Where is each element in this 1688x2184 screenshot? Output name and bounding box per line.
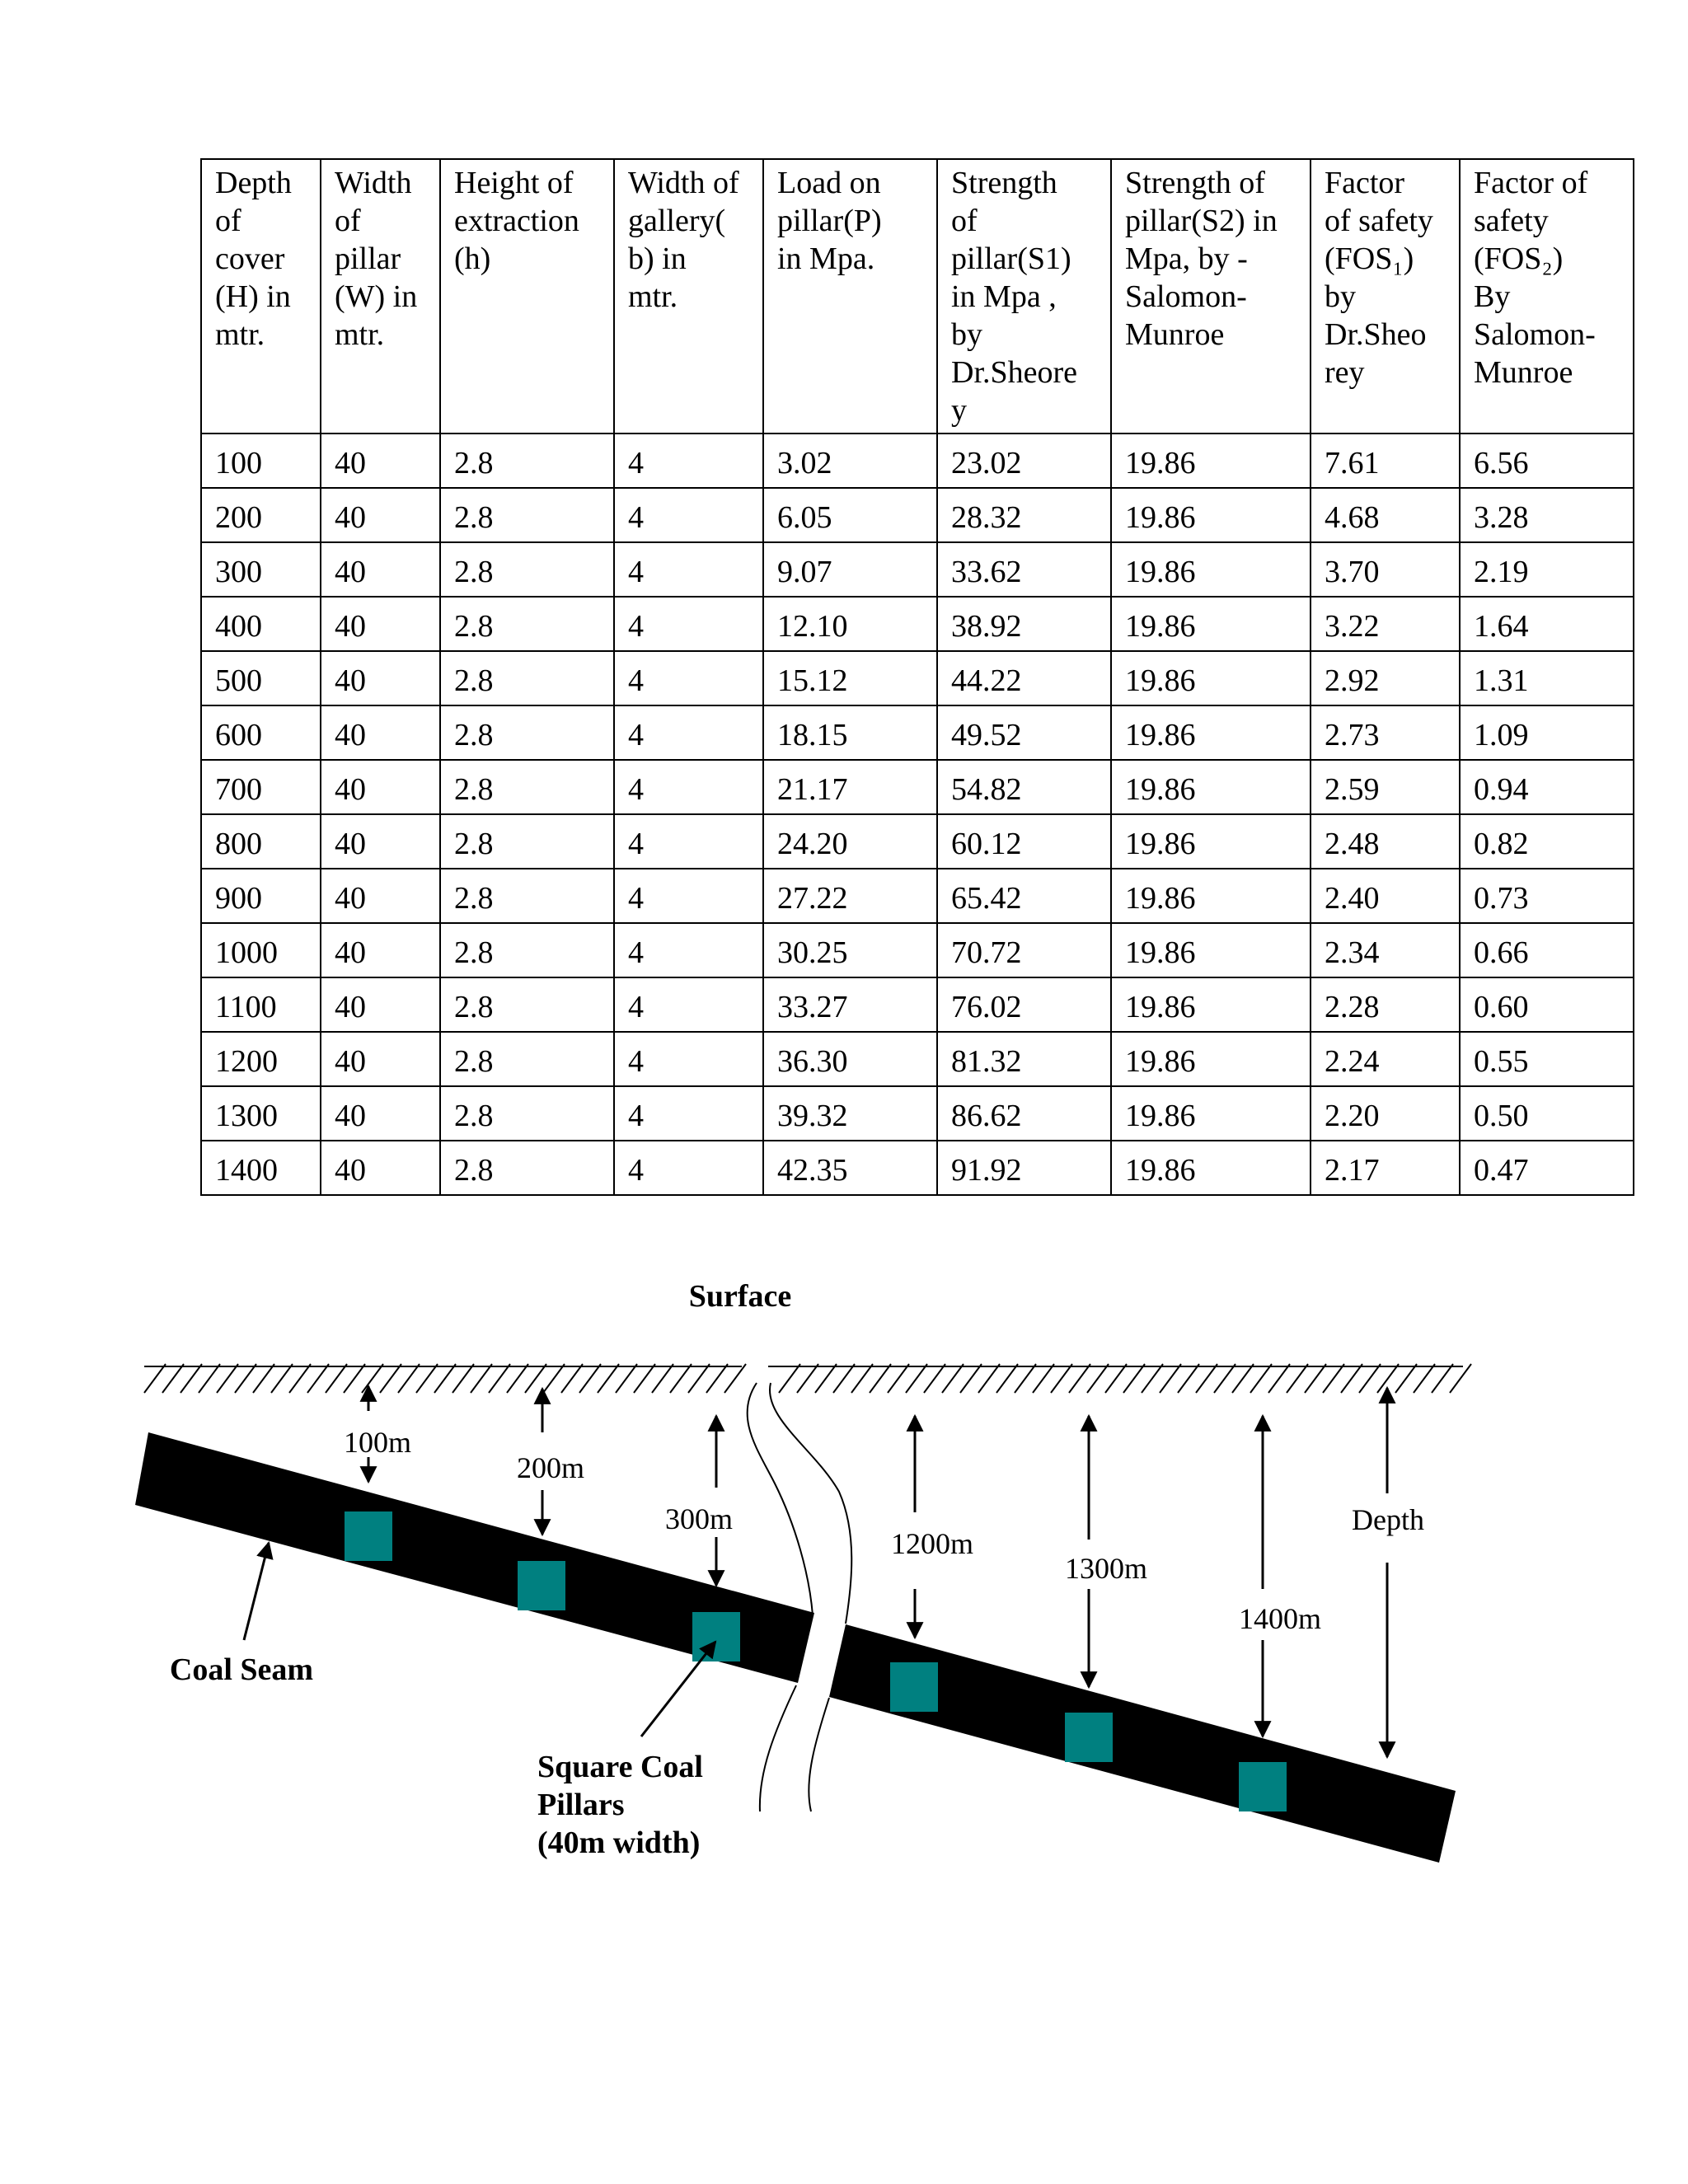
table-cell: 1000 [201,923,321,977]
table-cell: 86.62 [937,1086,1111,1141]
column-header [763,159,937,434]
hatch-stroke [1268,1364,1290,1393]
hatch-stroke [815,1364,837,1393]
break-line-left [748,1383,813,1811]
hatch-stroke [1359,1364,1381,1393]
hatch-stroke [326,1364,347,1393]
table-cell: 4 [614,814,763,869]
table-cell: 3.70 [1311,542,1460,597]
table-cell: 19.86 [1111,869,1311,923]
hatch-stroke [616,1364,637,1393]
table-cell: 1.09 [1460,705,1634,760]
table-cell: 6.56 [1460,434,1634,488]
hatch-stroke [1105,1364,1127,1393]
table-cell: 19.86 [1111,1086,1311,1141]
column-header-line: pillar(S1) [951,241,1071,276]
hatch-stroke [888,1364,909,1393]
hatch-stroke [688,1364,710,1393]
table-cell: 300 [201,542,321,597]
table-cell: 19.86 [1111,814,1311,869]
table-cell: 40 [321,869,440,923]
table-cell: 600 [201,705,321,760]
table-cell: 19.86 [1111,651,1311,705]
column-header-line: Munroe [1474,355,1573,390]
hatch-stroke [543,1364,565,1393]
table-cell: 15.12 [763,651,937,705]
table-cell: 40 [321,1032,440,1086]
table-cell: 2.17 [1311,1141,1460,1195]
table-cell: 36.30 [763,1032,937,1086]
table-cell: 4 [614,434,763,488]
table-cell: 1200 [201,1032,321,1086]
column-header-line: Dr.Sheo [1325,317,1427,352]
hatch-stroke [398,1364,420,1393]
column-header-line: Load on [777,166,881,200]
column-header-line: (W) in [335,279,418,314]
table-cell: 200 [201,488,321,542]
column-header-line: mtr. [215,317,265,352]
hatch-stroke [144,1364,166,1393]
table-cell: 30.25 [763,923,937,977]
hatch-stroke [1142,1364,1163,1393]
table-cell: 2.28 [1311,977,1460,1032]
table-row [201,1032,1634,1086]
column-header [1311,159,1460,434]
hatch-stroke [199,1364,220,1393]
table-cell: 39.32 [763,1086,937,1141]
coal-seam-right [829,1624,1456,1863]
table-cell: 2.8 [440,542,614,597]
table-cell: 2.8 [440,923,614,977]
table-cell: 4 [614,651,763,705]
pillars-label-line: Pillars [537,1788,625,1822]
table-cell: 0.47 [1460,1141,1634,1195]
table-cell: 1100 [201,977,321,1032]
table-cell: 4 [614,597,763,651]
table-cell: 2.8 [440,869,614,923]
table-cell: 3.28 [1460,488,1634,542]
column-header-line: Munroe [1125,317,1225,352]
column-header [321,159,440,434]
table-cell: 2.8 [440,488,614,542]
pillars-pointer [641,1642,715,1736]
table-cell: 33.27 [763,977,937,1032]
hatch-stroke [1323,1364,1344,1393]
table-row [201,1141,1634,1195]
table-cell: 2.8 [440,1141,614,1195]
column-header-line: cover [215,241,285,276]
table-cell: 19.86 [1111,1032,1311,1086]
column-header-line: Factor of [1474,166,1588,200]
column-header-line: Depth [215,166,292,200]
pillar-square [518,1561,565,1610]
hatch-stroke [870,1364,891,1393]
column-header [440,159,614,434]
table-cell: 0.55 [1460,1032,1634,1086]
table-cell: 19.86 [1111,760,1311,814]
table-cell: 4 [614,1086,763,1141]
hatch-stroke [1196,1364,1217,1393]
table-cell: 2.8 [440,1032,614,1086]
coal-seam-pointer [244,1543,269,1640]
hatch-stroke [344,1364,365,1393]
depth-label: 1200m [890,1527,974,1560]
table-row [201,542,1634,597]
surface-label: Surface [688,1279,792,1314]
coal-seam-diagram [0,1236,1688,1896]
pillar-square [692,1612,740,1661]
surface-hatching [144,1364,1471,1393]
column-header-line: Width [335,166,412,200]
hatch-stroke [942,1364,964,1393]
column-header-line: mtr. [628,279,678,314]
hatch-stroke [1305,1364,1326,1393]
table-cell: 42.35 [763,1141,937,1195]
hatch-stroke [181,1364,202,1393]
table-row [201,977,1634,1032]
hatch-stroke [434,1364,456,1393]
table-cell: 40 [321,434,440,488]
table-cell: 4 [614,542,763,597]
hatch-stroke [1051,1364,1072,1393]
hatch-stroke [779,1364,800,1393]
hatch-stroke [1214,1364,1236,1393]
column-header [1460,159,1634,434]
hatch-stroke [1432,1364,1453,1393]
hatch-stroke [652,1364,673,1393]
table-cell: 44.22 [937,651,1111,705]
table-cell: 4 [614,1141,763,1195]
table-cell: 27.22 [763,869,937,923]
pillar-safety-table [200,158,1634,1196]
depth-label: 100m [343,1426,412,1459]
table-row [201,651,1634,705]
table-cell: 4 [614,760,763,814]
table-cell: 3.02 [763,434,937,488]
table-cell: 65.42 [937,869,1111,923]
table-cell: 0.66 [1460,923,1634,977]
depth-label: 1400m [1238,1602,1322,1635]
table-cell: 40 [321,814,440,869]
column-header [937,159,1111,434]
column-header-line: Height of [454,166,574,200]
column-header-line: by [1325,279,1356,314]
table-cell: 23.02 [937,434,1111,488]
table-cell: 2.8 [440,434,614,488]
table-cell: 2.59 [1311,760,1460,814]
column-header-line: by [951,317,982,352]
table-cell: 19.86 [1111,705,1311,760]
column-header-line: in Mpa. [777,241,875,276]
column-header-line: b) in [628,241,687,276]
hatch-stroke [416,1364,438,1393]
table-cell: 81.32 [937,1032,1111,1086]
table-cell: 100 [201,434,321,488]
column-header-line: (FOS₁) [1325,241,1414,276]
table-cell: 40 [321,1086,440,1141]
column-header-line: Salomon- [1474,317,1596,352]
table-cell: 91.92 [937,1141,1111,1195]
column-header-line: Salomon- [1125,279,1247,314]
column-header-line: Strength of [1125,166,1265,200]
table-cell: 0.73 [1460,869,1634,923]
column-header-line: of [335,204,361,238]
table-cell: 19.86 [1111,1141,1311,1195]
table-cell: 40 [321,760,440,814]
hatch-stroke [235,1364,256,1393]
table-cell: 70.72 [937,923,1111,977]
table-cell: 19.86 [1111,434,1311,488]
column-header-line: pillar [335,241,401,276]
hatch-stroke [307,1364,329,1393]
column-header-line: safety [1474,204,1549,238]
depth-label-total: Depth [1352,1503,1424,1536]
table-cell: 2.8 [440,651,614,705]
table-cell: 7.61 [1311,434,1460,488]
hatch-stroke [289,1364,311,1393]
hatch-stroke [271,1364,293,1393]
table-cell: 2.19 [1460,542,1634,597]
pillar-square [890,1662,938,1712]
table-cell: 40 [321,651,440,705]
column-header-line: of safety [1325,204,1433,238]
hatch-stroke [797,1364,818,1393]
hatch-stroke [598,1364,619,1393]
table-cell: 4 [614,1032,763,1086]
column-header [1111,159,1311,434]
hatch-stroke [579,1364,601,1393]
table-cell: 38.92 [937,597,1111,651]
hatch-stroke [724,1364,746,1393]
hatch-stroke [253,1364,274,1393]
table-cell: 0.50 [1460,1086,1634,1141]
table-row [201,923,1634,977]
table-cell: 2.8 [440,1086,614,1141]
column-header-line: gallery( [628,204,726,238]
table-cell: 40 [321,705,440,760]
table-cell: 9.07 [763,542,937,597]
hatch-stroke [217,1364,238,1393]
table-cell: 400 [201,597,321,651]
table-cell: 19.86 [1111,542,1311,597]
column-header-line: in Mpa , [951,279,1057,314]
table-cell: 49.52 [937,705,1111,760]
column-header-line: By [1474,279,1511,314]
hatch-stroke [507,1364,528,1393]
hatch-stroke [471,1364,492,1393]
table-cell: 4 [614,705,763,760]
depth-label: 300m [664,1502,734,1535]
column-header-line: (FOS₂) [1474,241,1564,276]
table-cell: 800 [201,814,321,869]
hatch-stroke [996,1364,1018,1393]
hatch-stroke [1395,1364,1417,1393]
table-cell: 40 [321,597,440,651]
table-row [201,760,1634,814]
hatch-stroke [1450,1364,1471,1393]
column-header-line: y [951,393,967,428]
column-header-line: Strength [951,166,1057,200]
table-cell: 40 [321,977,440,1032]
column-header-line: Mpa, by - [1125,241,1248,276]
column-header-line: extraction [454,204,579,238]
hatch-stroke [1160,1364,1181,1393]
table-cell: 2.48 [1311,814,1460,869]
hatch-stroke [452,1364,474,1393]
pillars-label-line: Square Coal [537,1750,703,1784]
hatch-stroke [380,1364,401,1393]
hatch-stroke [362,1364,383,1393]
column-header-line: Factor [1325,166,1405,200]
hatch-stroke [1087,1364,1109,1393]
table-cell: 60.12 [937,814,1111,869]
table-row [201,434,1634,488]
coal-seam-label: Coal Seam [169,1652,314,1687]
column-header-line: mtr. [335,317,385,352]
table-body [201,434,1634,1195]
pillar-square [1065,1713,1113,1762]
column-header-line: Width of [628,166,739,200]
table-header-row [201,159,1634,434]
table-row [201,488,1634,542]
table-cell: 2.8 [440,705,614,760]
hatch-stroke [1033,1364,1054,1393]
table-cell: 4 [614,977,763,1032]
column-header-line: (H) in [215,279,291,314]
column-header-line: (h) [454,241,491,276]
hatch-stroke [1123,1364,1145,1393]
table-cell: 19.86 [1111,597,1311,651]
table-cell: 19.86 [1111,923,1311,977]
table-cell: 28.32 [937,488,1111,542]
hatch-stroke [706,1364,728,1393]
column-header [614,159,763,434]
depth-label: 200m [516,1451,585,1484]
hatch-stroke [1232,1364,1254,1393]
hatch-stroke [489,1364,510,1393]
table-cell: 21.17 [763,760,937,814]
hatch-stroke [960,1364,982,1393]
table-cell: 24.20 [763,814,937,869]
column-header-line: rey [1325,355,1365,390]
column-header-line: of [215,204,241,238]
table-cell: 1300 [201,1086,321,1141]
table-cell: 2.73 [1311,705,1460,760]
table-cell: 0.82 [1460,814,1634,869]
table-cell: 2.92 [1311,651,1460,705]
table-cell: 1400 [201,1141,321,1195]
hatch-stroke [978,1364,1000,1393]
table-cell: 2.20 [1311,1086,1460,1141]
table-cell: 76.02 [937,977,1111,1032]
table-cell: 2.8 [440,814,614,869]
table-cell: 900 [201,869,321,923]
hatch-stroke [851,1364,873,1393]
hatch-stroke [634,1364,655,1393]
table-cell: 2.8 [440,760,614,814]
column-header-line: pillar(P) [777,204,882,238]
data-table-container [200,158,1634,1196]
hatch-stroke [1178,1364,1199,1393]
table-cell: 0.60 [1460,977,1634,1032]
hatch-stroke [525,1364,546,1393]
table-row [201,869,1634,923]
table-cell: 4.68 [1311,488,1460,542]
table-cell: 4 [614,488,763,542]
hatch-stroke [1015,1364,1036,1393]
hatch-stroke [924,1364,945,1393]
table-cell: 12.10 [763,597,937,651]
table-cell: 19.86 [1111,977,1311,1032]
pillars-label-line: (40m width) [537,1825,701,1860]
hatch-stroke [906,1364,927,1393]
table-cell: 2.8 [440,977,614,1032]
table-cell: 33.62 [937,542,1111,597]
hatch-stroke [1250,1364,1272,1393]
table-cell: 2.34 [1311,923,1460,977]
column-header-line: Dr.Sheore [951,355,1078,390]
table-row [201,597,1634,651]
table-cell: 2.8 [440,597,614,651]
table-cell: 6.05 [763,488,937,542]
table-cell: 1.31 [1460,651,1634,705]
pillar-square [345,1511,392,1561]
table-cell: 40 [321,542,440,597]
table-cell: 0.94 [1460,760,1634,814]
table-cell: 3.22 [1311,597,1460,651]
column-header-line: pillar(S2) in [1125,204,1278,238]
hatch-stroke [1069,1364,1090,1393]
table-cell: 19.86 [1111,488,1311,542]
hatch-stroke [561,1364,583,1393]
hatch-stroke [1287,1364,1308,1393]
hatch-stroke [1414,1364,1435,1393]
table-cell: 54.82 [937,760,1111,814]
table-cell: 18.15 [763,705,937,760]
table-cell: 700 [201,760,321,814]
table-cell: 40 [321,923,440,977]
table-cell: 500 [201,651,321,705]
table-cell: 40 [321,1141,440,1195]
depth-label: 1300m [1064,1552,1148,1585]
hatch-stroke [162,1364,184,1393]
hatch-stroke [833,1364,855,1393]
table-cell: 1.64 [1460,597,1634,651]
table-cell: 2.40 [1311,869,1460,923]
table-row [201,814,1634,869]
column-header-line: of [951,204,978,238]
table-cell: 4 [614,923,763,977]
hatch-stroke [1341,1364,1362,1393]
column-header [201,159,321,434]
table-cell: 40 [321,488,440,542]
table-cell: 2.24 [1311,1032,1460,1086]
table-row [201,1086,1634,1141]
pillar-square [1239,1762,1287,1811]
table-row [201,705,1634,760]
hatch-stroke [670,1364,692,1393]
table-cell: 4 [614,869,763,923]
